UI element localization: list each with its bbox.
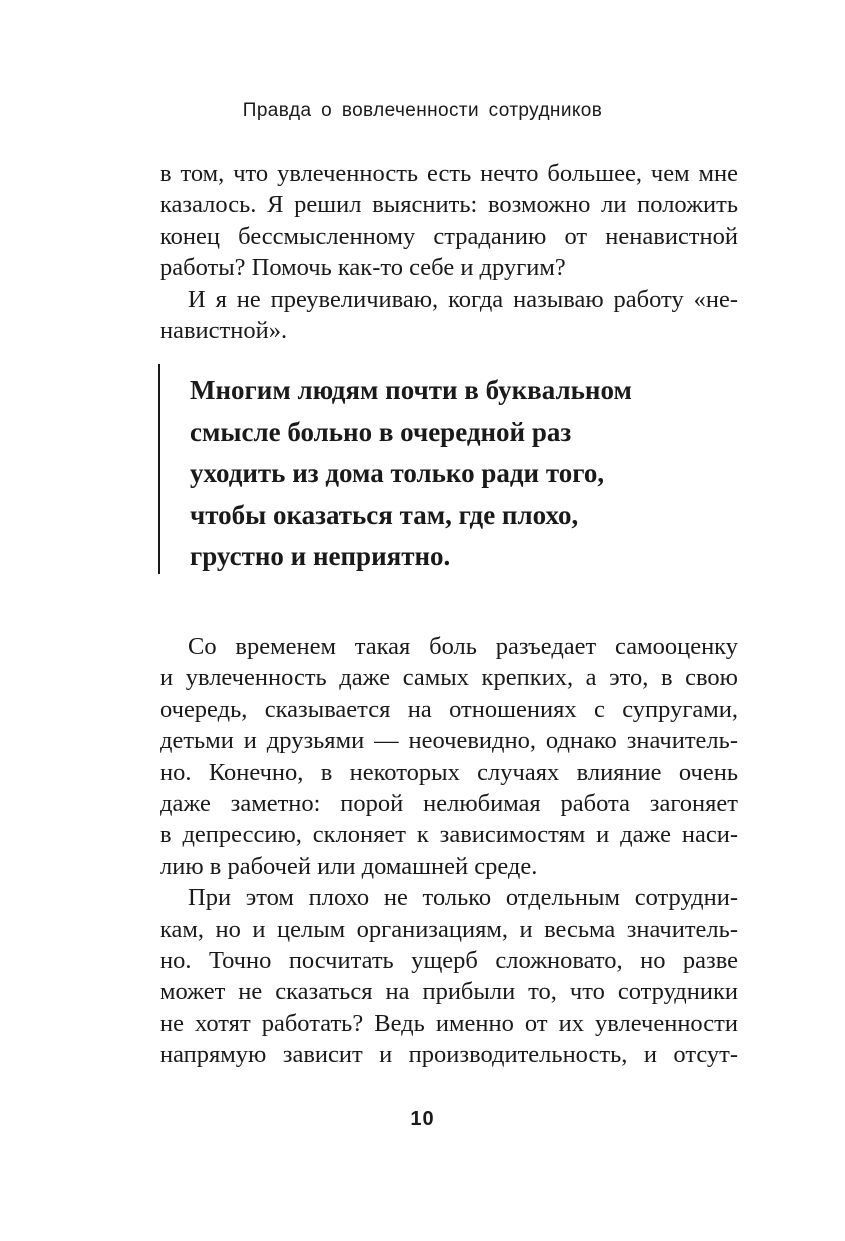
- paragraph-line: но. Конечно, в некоторых случаях влияние очень: [160, 758, 738, 786]
- pull-quote-line: чтобы оказаться там, где плохо,: [190, 499, 579, 530]
- paragraph-line: конец бессмысленному страданию от ненавистной: [160, 222, 738, 250]
- page-number: 10: [410, 1108, 435, 1130]
- paragraph-line: навистной».: [160, 317, 288, 345]
- running-title: Правда о вовлеченности сотрудников: [242, 100, 603, 121]
- paragraph-line: лию в рабочей или домашней среде.: [160, 852, 538, 880]
- paragraph-line: И я не преувеличиваю, когда называю работу «не-: [188, 285, 738, 313]
- paragraph-line: не хотят работать? Ведь именно от их увлеченности: [160, 1009, 738, 1037]
- paragraph-line: и увлеченность даже самых крепких, а это, в свою: [160, 664, 738, 692]
- pull-quote-line: смысле больно в очередной раз: [190, 416, 572, 447]
- paragraph-line: в депрессию, склоняет к зависимостям и даже наси-: [160, 821, 738, 849]
- paragraph-line: может не сказаться на прибыли то, что сотрудники: [160, 978, 738, 1006]
- paragraph-line: даже заметно: порой нелюбимая работа загоняет: [160, 790, 738, 818]
- pull-quote-line: Многим людям почти в буквальном: [190, 375, 632, 405]
- paragraph-line: работы? Помочь как-то себе и другим?: [160, 254, 566, 282]
- pull-quote-line: грустно и неприятно.: [190, 541, 451, 571]
- paragraph-line: Со временем такая боль разъедает самооценку: [188, 633, 738, 660]
- paragraph-line: При этом плохо не только отдельным сотрудни-: [188, 884, 738, 912]
- pull-quote-text: [190, 370, 710, 578]
- body-text-bottom: [160, 631, 738, 1071]
- paragraph-line: напрямую зависит и производительность, и отсут-: [160, 1041, 738, 1069]
- paragraph-line: в том, что увлеченность есть нечто большее, чем мне: [160, 160, 738, 187]
- pull-quote: [158, 364, 720, 574]
- paragraph-line: казалось. Я решил выяснить: возможно ли положить: [160, 191, 738, 219]
- paragraph-line: очередь, сказывается на отношениях с супругами,: [160, 695, 738, 723]
- paragraph-line: кам, но и целым организациям, и весьма значитель-: [160, 915, 738, 943]
- body-text-top: [160, 158, 738, 346]
- pull-quote-line: уходить из дома только ради того,: [190, 458, 605, 488]
- paragraph-line: детьми и друзьями — неочевидно, однако значитель-: [160, 727, 738, 755]
- paragraph-line: но. Точно посчитать ущерб сложновато, но разве: [160, 947, 738, 975]
